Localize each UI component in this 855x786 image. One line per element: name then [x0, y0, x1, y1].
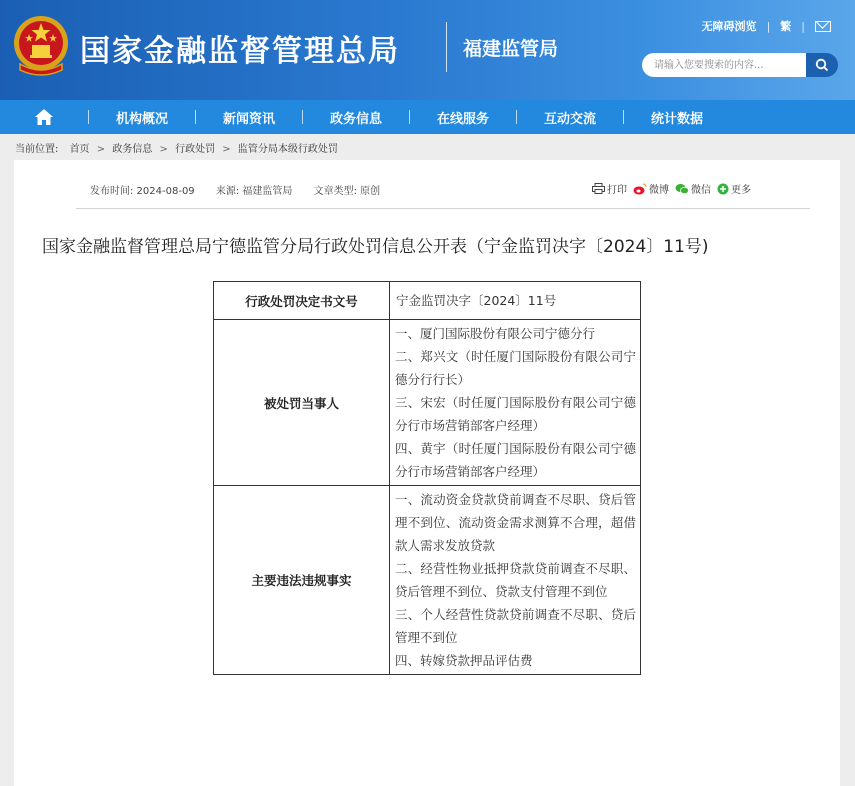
nav-item-government-info[interactable]: 政务信息	[329, 111, 382, 127]
top-links	[702, 18, 831, 34]
table-value-cell: 一、厦门国际股份有限公司宁德分行 二、郑兴文（时任厦门国际股份有限公司宁德分行行长） 三、宋宏（时任厦门国际股份有限公司宁德分行市场营销部客户经理） 四、黄宇（时任厦门国际股份有限公司宁德分行市场营销部客户经理）	[390, 320, 641, 486]
article-panel	[14, 160, 840, 786]
search-box	[642, 53, 838, 77]
site-header	[0, 0, 855, 100]
chevron-right-icon: >	[222, 144, 231, 155]
article-meta	[90, 182, 398, 197]
article-title: 国家金融监督管理总局宁德监管分局行政处罚信息公开表（宁金监罚决字〔2024〕11号)	[42, 237, 709, 257]
table-value-cell: 宁金监罚决字〔2024〕11号	[390, 282, 641, 320]
table-value-cell: 一、流动资金贷款贷前调查不尽职、贷后管理不到位、流动资金需求测算不合理，超借款人需求发放贷款 二、经营性物业抵押贷款贷前调查不尽职、贷后管理不到位、贷款支付管理不到位 三、个人经营性贷款贷前调查不尽职、贷后管理不到位 四、转嫁贷款押品评估费	[390, 486, 641, 675]
nav-item-statistics[interactable]: 统计数据	[650, 111, 703, 127]
weibo-label: 微博	[649, 185, 669, 196]
table-row	[214, 320, 641, 486]
table-header-cell: 主要违法违规事实	[214, 486, 390, 675]
weibo-icon	[633, 183, 647, 195]
breadcrumb-government-info[interactable]: 政务信息	[112, 144, 153, 155]
publish-time: 发布时间: 2024-08-09	[90, 186, 195, 197]
site-name[interactable]: 国家金融监督管理总局	[80, 34, 400, 69]
more-label: 更多	[731, 185, 751, 196]
link-separator: |	[766, 19, 771, 33]
share-bar	[592, 181, 757, 196]
nav-item-news[interactable]: 新闻资讯	[222, 111, 275, 127]
table-header-cell: 被处罚当事人	[214, 320, 390, 486]
main-nav	[0, 100, 855, 134]
print-label: 打印	[607, 185, 627, 196]
search-icon	[815, 58, 829, 72]
printer-icon	[592, 183, 605, 194]
home-icon	[34, 108, 54, 126]
share-more-button[interactable]	[717, 181, 751, 196]
wechat-label: 微信	[691, 185, 711, 196]
breadcrumb-penalty[interactable]: 行政处罚	[175, 144, 216, 155]
nav-item-online-service[interactable]: 在线服务	[436, 111, 489, 127]
table-header-cell: 行政处罚决定书文号	[214, 282, 390, 320]
sub-site-name[interactable]: 福建监管局	[463, 38, 559, 60]
nav-item-about[interactable]: 机构概况	[115, 111, 168, 127]
mail-icon[interactable]	[815, 21, 831, 32]
plus-circle-icon	[717, 183, 729, 195]
table-row	[214, 282, 641, 320]
chevron-right-icon: >	[159, 144, 168, 155]
print-button[interactable]	[592, 181, 627, 196]
header-divider	[446, 22, 447, 72]
national-emblem-icon	[12, 14, 70, 76]
meta-divider	[76, 208, 810, 209]
wechat-icon	[675, 183, 689, 195]
nav-item-interaction[interactable]: 互动交流	[543, 111, 596, 127]
link-separator: |	[801, 19, 805, 33]
share-wechat-button[interactable]	[675, 181, 711, 196]
search-input[interactable]	[642, 53, 806, 77]
nav-home[interactable]	[0, 100, 88, 134]
article-type: 文章类型: 原创	[313, 186, 381, 197]
table-row	[214, 486, 641, 675]
share-weibo-button[interactable]	[633, 181, 669, 196]
breadcrumb-branch-penalty[interactable]: 监管分局本级行政处罚	[237, 144, 338, 155]
search-button[interactable]	[806, 53, 838, 77]
traditional-chinese-link[interactable]: 繁	[780, 20, 792, 33]
accessibility-link[interactable]: 无障碍浏览	[701, 20, 757, 33]
breadcrumb-home[interactable]: 首页	[69, 144, 90, 155]
article-source: 来源: 福建监管局	[215, 186, 293, 197]
breadcrumb	[15, 140, 338, 155]
penalty-info-table	[213, 281, 641, 675]
chevron-right-icon: >	[96, 144, 106, 155]
breadcrumb-label: 当前位置:	[15, 144, 59, 155]
